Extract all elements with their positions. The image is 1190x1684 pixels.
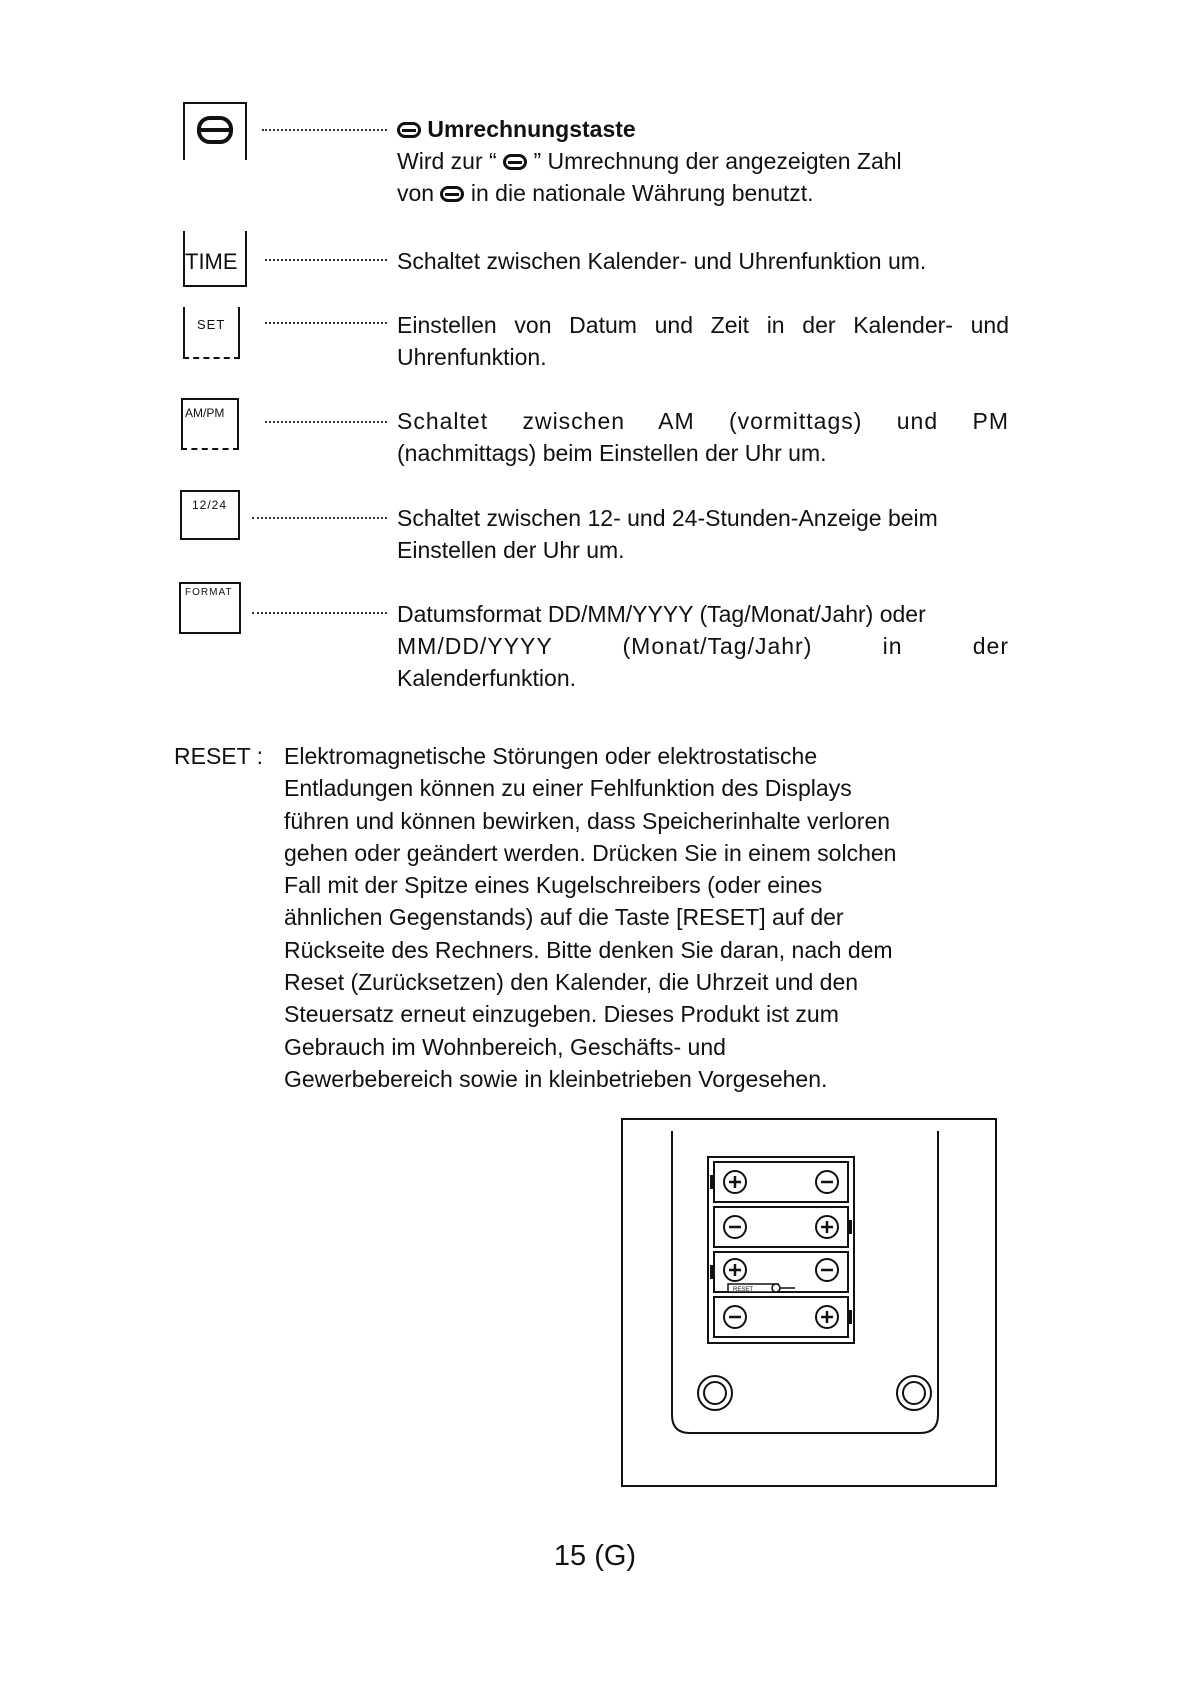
am-pm-key bbox=[181, 398, 239, 450]
leader-dots bbox=[265, 322, 387, 324]
leader-dots bbox=[265, 259, 387, 261]
format-key-description-2: MM/DD/YYYY (Monat/Tag/Jahr) in der bbox=[397, 633, 1009, 659]
reset-label: RESET : bbox=[174, 743, 264, 769]
12-24-key-label: 12/24 bbox=[192, 498, 228, 512]
am-pm-key-description-2: (nachmittags) beim Einstellen der Uhr um. bbox=[397, 440, 827, 466]
euro-conversion-icon bbox=[397, 122, 421, 138]
12-24-key-description: Schaltet zwischen 12- und 24-Stunden-Anzeige beim Einstellen der Uhr um. bbox=[397, 505, 938, 563]
format-key-description-3: Kalenderfunktion. bbox=[397, 665, 577, 691]
battery-cell-4 bbox=[714, 1297, 852, 1337]
leader-dots bbox=[252, 517, 387, 519]
euro-conversion-icon bbox=[503, 154, 527, 170]
euro-key-description bbox=[397, 113, 1009, 209]
format-key-description: Datumsformat DD/MM/YYYY (Tag/Monat/Jahr) oder bbox=[397, 601, 926, 627]
battery-compartment-illustration bbox=[620, 1115, 1010, 1495]
euro-key bbox=[183, 102, 247, 160]
leader-dots bbox=[265, 421, 387, 423]
set-key bbox=[183, 307, 240, 359]
set-key-label: SET bbox=[197, 317, 226, 332]
euro-line-2: von in die nationale Währung benutzt. bbox=[397, 180, 814, 206]
set-key-description-2: Uhrenfunktion. bbox=[397, 344, 547, 370]
time-key bbox=[183, 231, 247, 287]
battery-cell-1 bbox=[710, 1162, 848, 1202]
format-key-label: FORMAT bbox=[185, 587, 233, 598]
time-key-label: TIME bbox=[185, 249, 238, 274]
12-24-key bbox=[180, 490, 240, 540]
reset-text: Elektromagnetische Störungen oder elektrostatische Entladungen können zu einer Fehlfunktion des Displays führen und können bewirken, dass Speicherinhalte verloren gehen oder geändert werden. Drücken Sie in einem solchen Fall mit der Spitze eines Kugelschreibers (oder eines ähnlichen Gegenstands) auf die Taste [RESET] auf der Rückseite des Rechners. Bitte denken Sie daran, nach dem Reset (Zurücksetzen) den Kalender, die Uhrzeit und den Steuersatz erneut einzugeben. Dieses Produkt ist zum Gebrauch im Wohnbereich, Geschäfts- und Gewerbebereich sowie in kleinbetrieben Vorgesehen. bbox=[284, 743, 897, 1092]
am-pm-key-description: Schaltet zwischen AM (vormittags) und PM bbox=[397, 408, 1009, 434]
euro-conversion-icon bbox=[185, 104, 245, 158]
reset-hole-label: RESET bbox=[733, 1287, 754, 1293]
leader-dots bbox=[252, 612, 387, 614]
euro-conversion-icon bbox=[440, 186, 464, 202]
euro-line-1: Wird zur “ ” Umrechnung der angezeigten Zahl bbox=[397, 148, 902, 174]
leader-dots bbox=[262, 129, 387, 131]
time-key-description: Schaltet zwischen Kalender- und Uhrenfunktion um. bbox=[397, 248, 927, 274]
battery-cell-2 bbox=[714, 1207, 852, 1247]
heading-text: Umrechnungstaste bbox=[427, 116, 636, 142]
screw-left bbox=[698, 1376, 732, 1410]
format-key bbox=[179, 582, 241, 634]
euro-heading bbox=[397, 113, 1009, 145]
page-number: 15 (G) bbox=[553, 1540, 637, 1572]
screw-right bbox=[897, 1376, 931, 1410]
set-key-description: Einstellen von Datum und Zeit in der Kalender- und bbox=[397, 312, 1009, 338]
am-pm-key-label: AM/PM bbox=[185, 406, 225, 420]
battery-holder bbox=[708, 1157, 854, 1343]
